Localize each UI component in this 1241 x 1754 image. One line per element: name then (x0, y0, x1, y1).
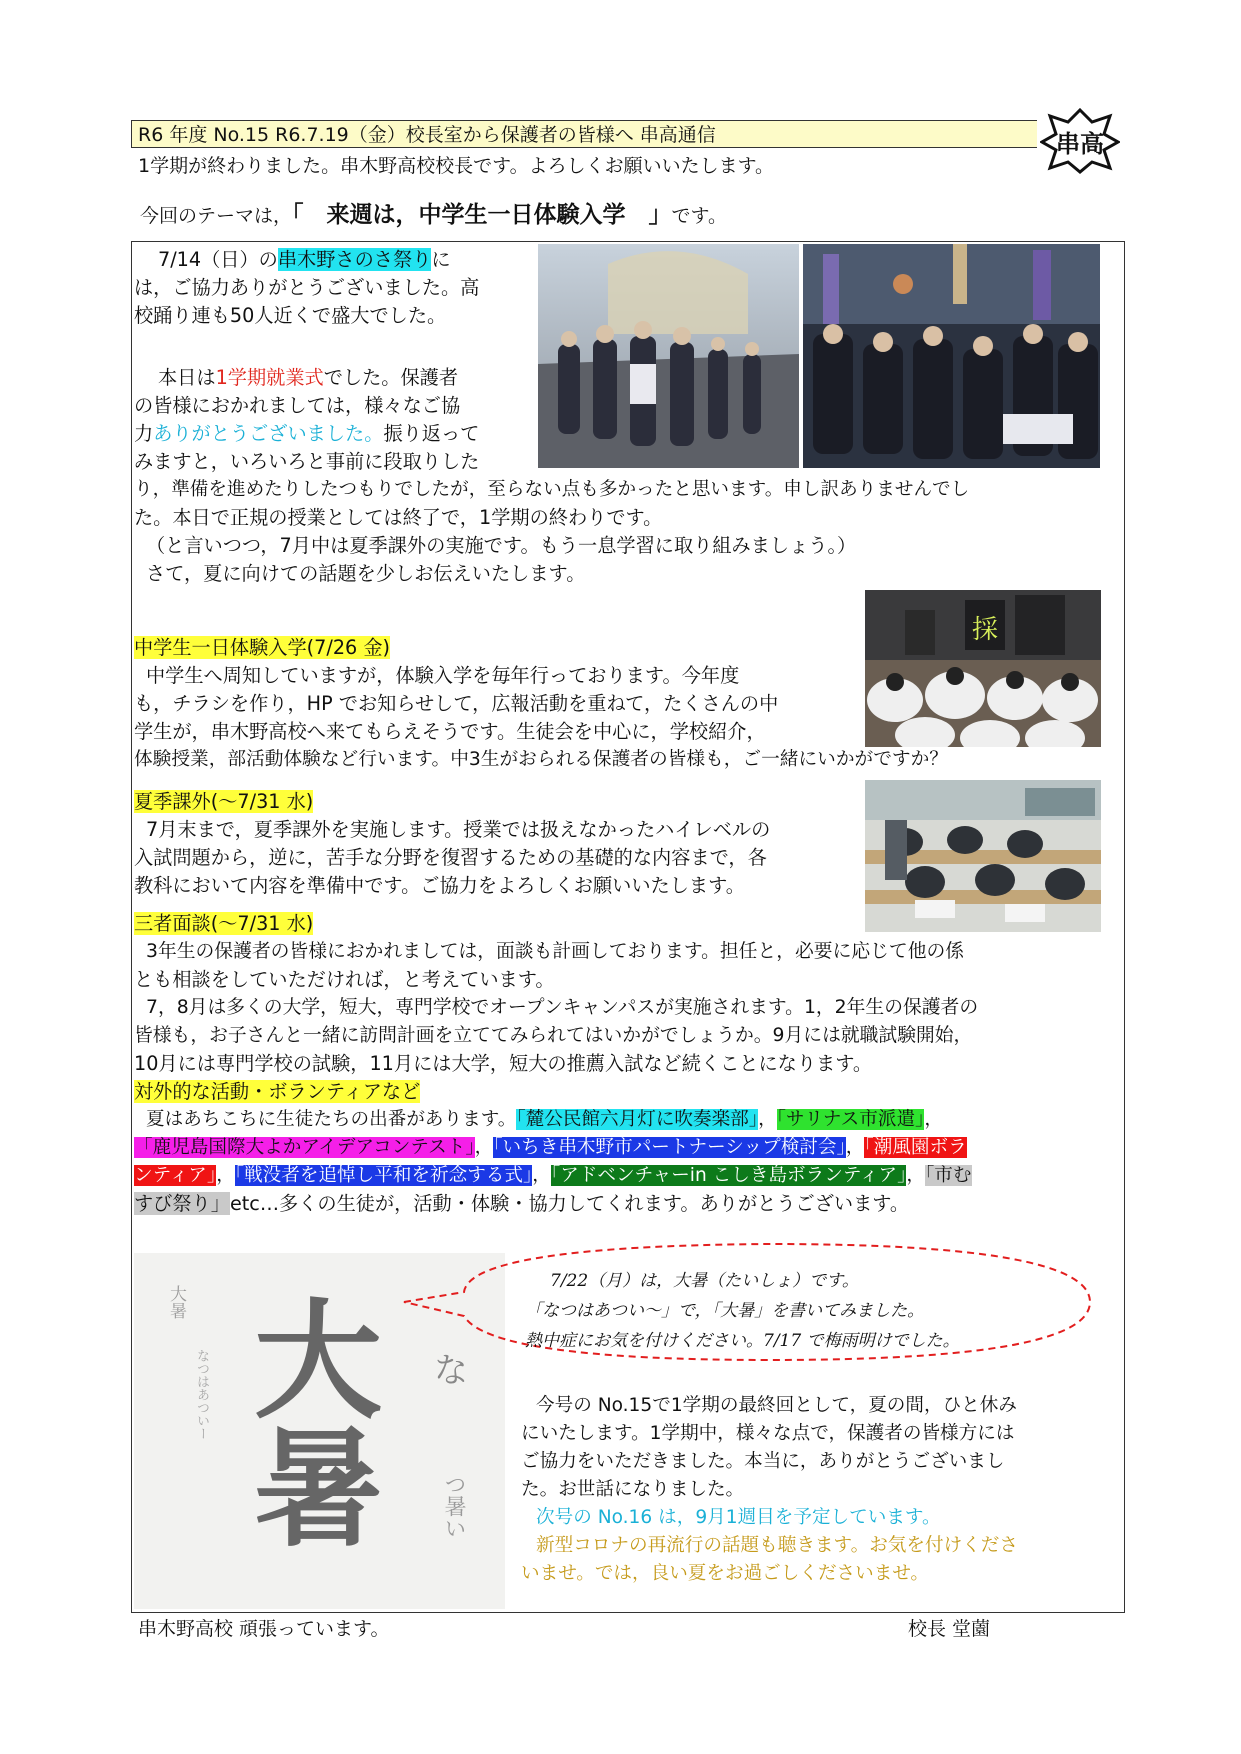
s1-line7 (134, 420, 479, 448)
calli-main: 大暑 (232, 1293, 382, 1549)
calli-side2: なつはあついー (194, 1349, 209, 1440)
topic1-heading-text: 中学生一日体験入学(7/26 金) (134, 636, 391, 659)
topic4-text: etc…多くの生徒が，活動・体験・協力してくれます。ありがとうございます。 (229, 1192, 910, 1215)
topic2-line1: 7月末まで，夏季課外を実施します。授業では扱えなかったハイレベルの (146, 818, 771, 841)
topic2-heading (134, 788, 313, 816)
closing-line3: ご協力をいただきました。本当に，ありがとうございまし (521, 1451, 1005, 1472)
event-tag: 「潮風園ボラ (864, 1137, 967, 1158)
bubble-line3: 熱中症にお気を付けください。7/17 で梅雨明けでした。 (525, 1331, 960, 1351)
bubble-line2: 「なつはあつい～」で，「大暑」を書いてみました。 (525, 1301, 925, 1321)
separator: ， (216, 1165, 235, 1186)
closing-line2: にいたします。1学期中，様々な点で，保護者の皆様方には (521, 1423, 1015, 1444)
festival-photo-2 (803, 244, 1100, 468)
separator: ， (474, 1137, 494, 1158)
event-tag: 「鹿児島国際大よかアイデアコンテスト」 (134, 1137, 475, 1158)
s1-line2: は，ご協力ありがとうございました。高 (134, 276, 480, 299)
closing-next-issue: 次号の No.16 は，9月1週目を予定しています。 (536, 1507, 941, 1528)
separator: ， (924, 1109, 943, 1130)
topic4-line3 (134, 1162, 972, 1190)
topic3-line5: 10月には専門学校の試験，11月には大学，短大の推薦入試など続くことになります。 (134, 1052, 873, 1075)
theme-prefix: 今回のテーマは， (140, 205, 293, 227)
topic1-heading (134, 634, 390, 662)
closing-line7: いませ。では，良い夏をお過ごしくださいませ。 (521, 1563, 929, 1584)
topic1-line3: 学生が，串木野高校へ来てもらえそうです。生徒会を中心に，学校紹介， (134, 720, 766, 743)
event-tag: 「市む (925, 1165, 972, 1186)
bubble-line1: 7/22（月）は，大暑（たいしょ）です。 (550, 1271, 859, 1291)
event-tag: 「戦没者を追悼し平和を祈念する式」 (234, 1165, 533, 1186)
s1-line6: の皆様におかれましては，様々なご協 (134, 394, 461, 417)
topic3-line1: 3年生の保護者の皆様におかれましては，面談も計画しております。担任と，必要に応じて他の係 (146, 941, 965, 962)
topic2-heading-text: 夏季課外(～7/31 水) (134, 790, 314, 813)
calli-right1: な (434, 1351, 468, 1391)
footer-signature: 校長 堂薗 (908, 1618, 991, 1640)
s1-line10: た。本日で正規の授業としては終了で，1学期の終わりです。 (134, 506, 663, 529)
topic1-line2: も，チラシを作り，HP でお知らせして，広報活動を重ねて，たくさんの中 (134, 692, 779, 715)
s1-line12: さて，夏に向けての話題を少しお伝えいたします。 (146, 562, 586, 585)
s1-text: 本日は (158, 366, 216, 389)
closing-line4: た。お世話になりました。 (521, 1479, 745, 1500)
thanks-text: ありがとうございました。 (153, 422, 384, 445)
separator: ， (906, 1165, 926, 1186)
footer-left: 串木野高校 頑張っています。 (138, 1618, 390, 1640)
s1-line3: 校踊り連も50人近くで盛大でした。 (134, 304, 447, 327)
s1-text: 7/14（日）の (158, 248, 278, 271)
theme-line (140, 196, 727, 229)
svg-text:採: 採 (971, 615, 999, 645)
topic4-heading (134, 1078, 420, 1106)
topic3-line3: 7，8月は多くの大学，短大，専門学校でオープンキャンパスが実施されます。1，2年生の保護者の (146, 997, 979, 1018)
topic3-line2: とも相談をしていただければ，と考えています。 (134, 968, 555, 991)
topic3-heading (134, 910, 313, 938)
s1-text: 力 (134, 422, 154, 445)
calli-right2: つ暑い (441, 1473, 466, 1539)
s1-line5 (158, 364, 458, 392)
logo-text: 串高 (1056, 130, 1104, 158)
s1-line11: （と言いつつ，7月中は夏季課外の実施です。もう一息学習に取り組みましょう。） (146, 534, 857, 557)
header-title: R6 年度 No.15 R6.7.19（金）校長室から保護者の皆様へ 串高通信 (138, 124, 716, 146)
newsletter-header (131, 120, 1037, 148)
event-tag: ンティア」 (134, 1165, 217, 1186)
separator: ， (845, 1137, 865, 1158)
topic2-line2: 入試問題から，逆に，苦手な分野を復習するための基礎的な内容まで，各 (134, 846, 767, 869)
s1-line1 (158, 246, 451, 274)
calli-side1: 大暑 (166, 1285, 186, 1319)
topic4-line4 (134, 1190, 909, 1218)
closing-line1: 今号の No.15で1学期の最終回として，夏の間，ひと休み (536, 1395, 1017, 1416)
s1-line9: り，準備を進めたりしたつもりでしたが，至らない点も多かったと思います。申し訳ありませんでし (134, 479, 970, 500)
s1-text: でした。保護者 (323, 366, 459, 389)
separator: ， (758, 1109, 777, 1130)
event-tag: すび祭り」 (134, 1192, 230, 1215)
theme-suffix: です。 (671, 205, 727, 227)
school-logo (1040, 108, 1120, 174)
topic2-line3: 教科において内容を準備中です。ご協力をよろしくお願いいたします。 (134, 874, 745, 897)
intro-line: 1学期が終わりました。串木野高校校長です。よろしくお願いいたします。 (138, 155, 775, 177)
topic4-line1 (146, 1106, 943, 1134)
event-photo (865, 590, 1101, 747)
topic4-text: 夏はあちこちに生徒たちの出番があります。 (146, 1109, 517, 1130)
ceremony-name: 1学期就業式 (215, 366, 324, 389)
separator: ， (532, 1165, 551, 1186)
s1-text: 振り返って (383, 422, 480, 445)
festival-name: 串木野さのさ祭り (277, 248, 432, 271)
event-tag: 「サリナス市派遣」 (776, 1109, 925, 1130)
event-tag: 「いちき串木野市パートナーシップ検討会」 (493, 1137, 846, 1158)
topic4-heading-text: 対外的な活動・ボランティアなど (134, 1080, 421, 1103)
festival-photo-1 (538, 244, 799, 468)
topic1-line1: 中学生へ周知していますが，体験入学を毎年行っております。今年度 (146, 664, 740, 687)
topic3-line4: 皆様も，お子さんと一緒に訪問計画を立ててみられてはいかがでしょうか。9月には就職試験開始， (134, 1025, 973, 1046)
topic4-line2 (134, 1134, 967, 1162)
topic1-line4: 体験授業，部活動体験など行います。中3生がおられる保護者の皆様も，ご一緒にいかがですか？ (134, 749, 948, 770)
classroom-photo (865, 780, 1101, 932)
theme-title: 「 来週は，中学生一日体験入学 」 (292, 202, 672, 228)
s1-text: に (431, 248, 451, 271)
topic3-heading-text: 三者面談(～7/31 水) (134, 912, 314, 935)
closing-line6: 新型コロナの再流行の話題も聴きます。お気を付けくださ (536, 1535, 1018, 1556)
s1-line8: みますと，いろいろと事前に段取りした (134, 450, 480, 473)
event-tag: 「麓公民館六月灯に吹奏楽部」 (516, 1109, 759, 1130)
event-tag: 「アドベンチャーin こしき島ボランティア」 (550, 1165, 907, 1186)
